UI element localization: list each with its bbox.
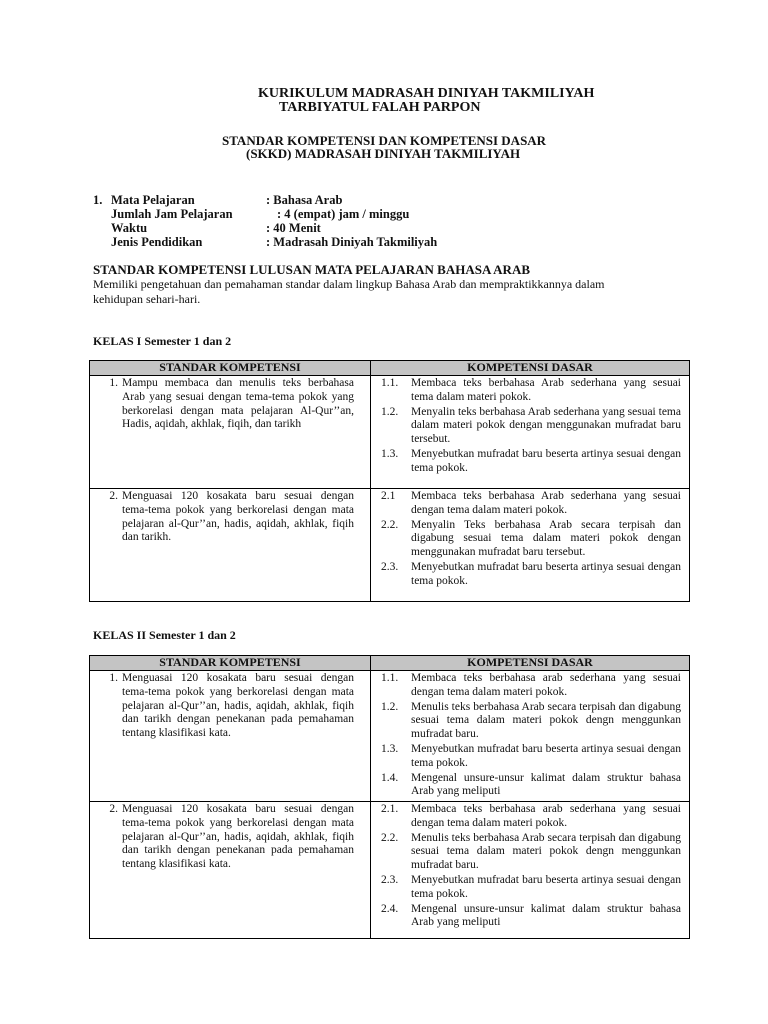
sk-item — [90, 376, 370, 432]
skkd-title: STANDAR KOMPETENSI DAN KOMPETENSI DASAR — [222, 133, 547, 148]
kd-item — [381, 874, 681, 902]
kd-item — [381, 903, 681, 931]
sk-number: 1. — [109, 672, 118, 684]
kd-item — [381, 377, 681, 405]
sk-item — [90, 802, 370, 872]
kd-list — [371, 376, 689, 476]
kd-text: Membaca teks berbahasa arab sederhana yang sesuai dengan tema dalam materi pokok. — [411, 672, 681, 698]
kelas1-heading: KELAS I Semester 1 dan 2 — [93, 334, 232, 348]
sk-cell — [90, 671, 371, 802]
kd-text: Membaca teks berbahasa Arab sederhana yang sesuai tema dalam materi pokok. — [411, 377, 681, 403]
kd-text: Menyebutkan mufradat baru beserta artinya sesuai dengan tema pokok. — [411, 873, 681, 900]
kd-text: Membaca teks berbahasa Arab sederhana yang sesuai dengan tema dalam materi pokok. — [411, 490, 681, 516]
kd-number: 2.2. — [381, 518, 399, 531]
kd-number: 1.2. — [381, 700, 399, 713]
kd-number: 1.3. — [381, 447, 399, 460]
kd-cell — [371, 376, 690, 489]
kd-text: Mengenal unsure-unsur kalimat dalam struktur bahasa Arab yang meliputi — [411, 771, 681, 798]
kelas2-table — [89, 655, 690, 939]
info-label: Waktu — [111, 221, 148, 235]
kd-number: 1.4. — [381, 771, 399, 784]
info-number: 1. — [93, 193, 103, 207]
kd-number: 1.3. — [381, 742, 399, 755]
sk-number: 2. — [109, 490, 118, 502]
table-row — [90, 376, 690, 489]
kd-text: Menyalin Teks berbahasa Arab secara terpisah dan digabung sesuai tema dalam materi pokok dengan menggunakan mufradat baru tersebut. — [411, 518, 681, 559]
sk-cell — [90, 802, 371, 939]
info-label: Jumlah Jam Pelajaran — [111, 207, 233, 221]
kd-item — [381, 448, 681, 476]
info-label: Jenis Pendidikan — [111, 235, 203, 249]
sk-item — [90, 489, 370, 545]
doc-title: KURIKULUM MADRASAH DINIYAH TAKMILIYAH — [258, 86, 595, 101]
sk-text: Menguasai 120 kosakata baru sesuai dengan tema-tema pokok yang berkorelasi dengan mata pelajaran al-Qur’’an, hadis, aqidah, akhlak, fiqih dan tarikh dengan penekanan pada pemahaman tentang klasifikasi kata. — [122, 672, 354, 740]
sk-number: 1. — [109, 377, 118, 389]
kd-item — [381, 519, 681, 560]
kd-number: 1.2. — [381, 405, 399, 418]
kd-text: Menyebutkan mufradat baru beserta artinya sesuai dengan tema pokok. — [411, 560, 681, 587]
kd-number: 2.1. — [381, 803, 399, 815]
kd-item — [381, 832, 681, 873]
kelas1-table — [89, 360, 690, 602]
sk-text: Mampu membaca dan menulis teks berbahasa Arab yang sesuai dengan tema-tema pokok yang berkorelasi dengan mata pelajaran Al-Qur’’an, Hadis, aqidah, akhlak, fiqih, dan tarikh — [122, 377, 354, 431]
kelas2-col-sk: STANDAR KOMPETENSI — [90, 656, 371, 671]
kd-item — [381, 743, 681, 771]
kelas2-col-kd: KOMPETENSI DASAR — [371, 656, 690, 671]
kd-cell — [371, 671, 690, 802]
kd-item — [381, 803, 681, 831]
table-row — [90, 802, 690, 939]
kd-cell — [371, 489, 690, 602]
skl-heading: STANDAR KOMPETENSI LULUSAN MATA PELAJARAN BAHASA ARAB — [93, 262, 530, 277]
table-row — [90, 489, 690, 602]
kd-cell — [371, 802, 690, 939]
kd-text: Menyalin teks berbahasa Arab sederhana yang sesuai tema dalam materi pokok dengan menggunakan mufradat baru tersebut. — [411, 405, 681, 446]
sk-item — [90, 671, 370, 741]
kd-item — [381, 772, 681, 800]
kelas2-heading: KELAS II Semester 1 dan 2 — [93, 628, 236, 642]
kd-number: 2.2. — [381, 831, 399, 844]
info-label: Mata Pelajaran — [111, 193, 195, 207]
kd-number: 1.1. — [381, 672, 399, 684]
kd-text: Menyebutkan mufradat baru beserta artinya sesuai dengan tema pokok. — [411, 742, 681, 769]
kd-item — [381, 490, 681, 518]
sk-text: Menguasai 120 kosakata baru sesuai dengan tema-tema pokok yang berkorelasi dengan mata pelajaran al-Qur’’an, hadis, aqidah, akhlak, fiqih dan tarikh dengan penekanan pada pemahaman tentang klasifikasi kata. — [122, 803, 354, 871]
info-value: : Madrasah Diniyah Takmiliyah — [266, 235, 438, 249]
sk-text: Menguasai 120 kosakata baru sesuai dengan tema-tema pokok yang berkorelasi dengan mata pelajaran al-Qur’’an, hadis, aqidah, akhlak, fiqih dan tarikh. — [122, 490, 354, 544]
kd-item — [381, 406, 681, 447]
sk-number: 2. — [109, 803, 118, 815]
kd-text: Menulis teks berbahasa Arab secara terpisah dan digabung sesuai tema dalam materi pokok dengn menggunkan mufradat baru. — [411, 700, 681, 741]
skl-text: Memiliki pengetahuan dan pemahaman standar dalam lingkup Bahasa Arab dan mempraktikkannya dalam kehidupan sehari-hari. — [93, 277, 605, 306]
table-row — [90, 671, 690, 802]
info-value: : 4 (empat) jam / minggu — [277, 207, 410, 221]
kd-number: 2.3. — [381, 560, 399, 573]
sk-cell — [90, 376, 371, 489]
doc-subtitle: TARBIYATUL FALAH PARPON — [279, 100, 481, 115]
skkd-subtitle: (SKKD) MADRASAH DINIYAH TAKMILIYAH — [246, 146, 521, 161]
kd-item — [381, 561, 681, 589]
kelas1-col-kd: KOMPETENSI DASAR — [371, 361, 690, 376]
kd-list — [371, 489, 689, 589]
kd-number: 2.1 — [381, 490, 396, 502]
kd-item — [381, 701, 681, 742]
sk-cell — [90, 489, 371, 602]
kd-list — [371, 802, 689, 930]
kelas1-col-sk: STANDAR KOMPETENSI — [90, 361, 371, 376]
kd-list — [371, 671, 689, 799]
kd-number: 2.4. — [381, 902, 399, 915]
kd-number: 2.3. — [381, 873, 399, 886]
kd-text: Menyebutkan mufradat baru beserta artinya sesuai dengan tema pokok. — [411, 447, 681, 474]
info-value: : Bahasa Arab — [266, 193, 343, 207]
kd-item — [381, 672, 681, 700]
kd-number: 1.1. — [381, 377, 399, 389]
kd-text: Menulis teks berbahasa Arab secara terpisah dan digabung sesuai tema dalam materi pokok dengn menggunkan mufradat baru. — [411, 831, 681, 872]
info-value: : 40 Menit — [266, 221, 321, 235]
kd-text: Mengenal unsure-unsur kalimat dalam struktur bahasa Arab yang meliputi — [411, 902, 681, 929]
kd-text: Membaca teks berbahasa arab sederhana yang sesuai dengan tema dalam materi pokok. — [411, 803, 681, 829]
